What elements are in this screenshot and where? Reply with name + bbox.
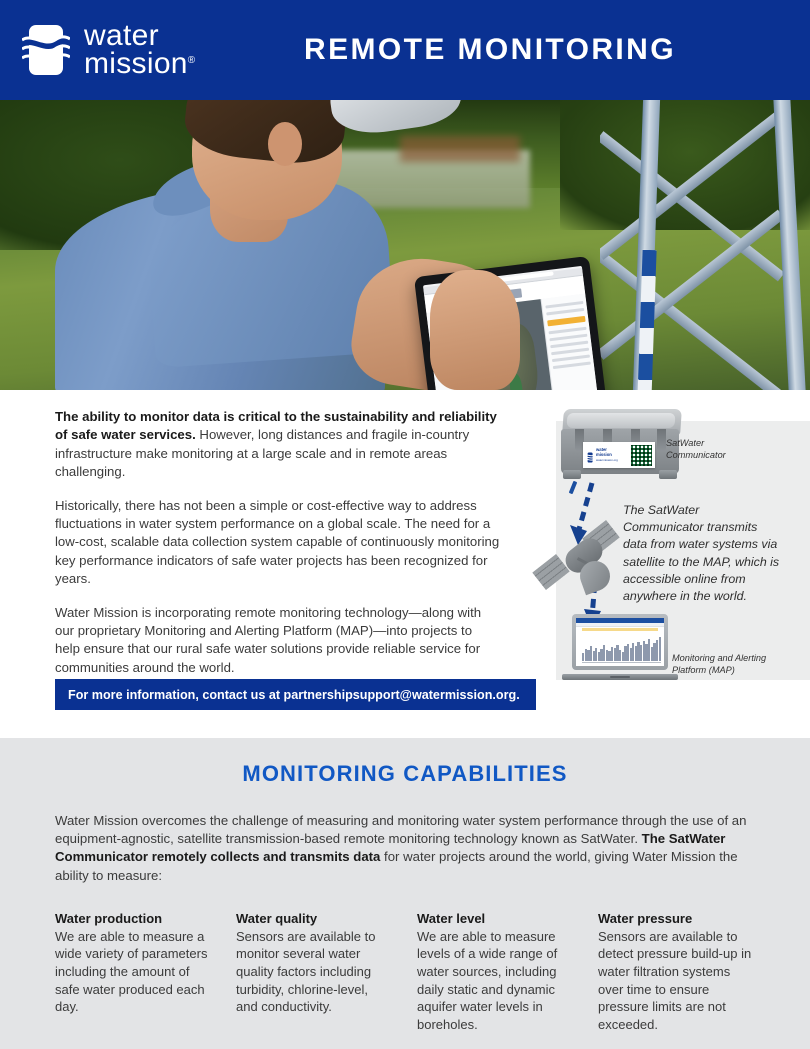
paragraph-1 <box>55 408 500 482</box>
capabilities-grid <box>55 911 755 1034</box>
capability-text: Sensors are available to detect pressure build-up in water filtration systems over time to ensure pressure limits are not exceeded. <box>598 928 752 1032</box>
brand-line-1: water <box>84 19 159 53</box>
registered-mark: ® <box>187 55 196 66</box>
paragraph-1-lead: The ability to monitor data is critical to the sustainability and reliability of safe water services. <box>55 409 497 443</box>
diagram-description: The SatWater Communicator transmits data from water systems via satellite to the MAP, which is accessible online from anywhere in the world. <box>623 503 780 604</box>
label-brand-line-1: water <box>596 447 607 453</box>
capabilities-intro-bold: The SatWater Communicator remotely collects and transmits data <box>55 831 726 865</box>
capability-column-water-pressure <box>598 911 755 1034</box>
capabilities-intro <box>55 812 755 885</box>
paragraph-1-rest: However, long distances and fragile in-country infrastructure make monitoring at a large scale and in remote areas challenging. <box>55 427 470 480</box>
label-wave-logo-icon <box>586 450 594 461</box>
hero-building-roof <box>400 136 520 162</box>
page-header <box>0 0 810 100</box>
brand-line-2: mission® <box>84 47 196 80</box>
enclosure-label <box>583 442 655 468</box>
paragraph-3: Water Mission is incorporating remote monitoring technology—along with our proprietary Monitoring and Alerting Platform (MAP)—into projects to help ensure that our rural safe water solutions provide reliable service for communities around the world. <box>55 604 482 675</box>
label-url: watermission.org <box>596 457 618 462</box>
capabilities-title: MONITORING CAPABILITIES <box>242 761 568 786</box>
capability-column-water-level <box>417 911 574 1034</box>
capability-heading: Water production <box>55 910 163 926</box>
capability-heading: Water pressure <box>598 910 693 926</box>
capability-text: Sensors are available to monitor several water quality factors including turbidity, chlorine-level, and conductivity. <box>236 928 376 1015</box>
contact-banner[interactable] <box>55 679 536 710</box>
map-dashboard-screen <box>576 618 664 666</box>
capability-heading: Water level <box>417 910 486 926</box>
person-hand <box>430 270 520 390</box>
page-title: REMOTE MONITORING <box>304 33 676 66</box>
monitoring-capabilities-section <box>0 738 810 1049</box>
contact-banner-text: For more information, contact us at partnershipsupport@watermission.org. <box>68 687 520 702</box>
map-platform-caption: Monitoring and Alerting Platform (MAP) <box>672 653 767 675</box>
hero-photo <box>0 100 810 390</box>
hero-tower-structure <box>600 100 810 390</box>
capability-text: We are able to measure levels of a wide range of water sources, including daily static and dynamic aquifer water levels in boreholes. <box>417 928 558 1032</box>
capability-text: We are able to measure a wide variety of parameters including the amount of safe water produced each day. <box>55 928 208 1015</box>
capabilities-intro-part2: for water projects around the world, giving Water Mission the ability to measure: <box>55 849 738 883</box>
intro-text-column <box>55 408 500 692</box>
satellite-icon <box>536 521 622 607</box>
enclosure-probe-cable <box>569 481 578 495</box>
capability-column-water-production <box>55 911 212 1034</box>
capability-column-water-quality <box>236 911 393 1034</box>
map-bar-chart <box>582 634 661 661</box>
satwater-communicator-caption: SatWater Communicator <box>666 438 726 460</box>
paragraph-2: Historically, there has not been a simple or cost-effective way to address fluctuations in water system performance on a global scale. The need for a low-cost, scalable data collection system capable of continuously monitoring key performance indicators of safe water projects has been recognized for years. <box>55 497 500 587</box>
capabilities-intro-part1: Water Mission overcomes the challenge of measuring and monitoring water system performance through the use of an equipment-agnostic, satellite transmission-based remote monitoring technology known as SatWater. <box>55 813 747 847</box>
map-laptop <box>562 614 678 680</box>
capability-heading: Water quality <box>236 910 318 926</box>
qr-code-icon <box>631 445 652 466</box>
person-ear <box>268 122 302 166</box>
satwater-flow-diagram <box>556 421 810 680</box>
label-brand-line-2: mission <box>596 452 612 457</box>
